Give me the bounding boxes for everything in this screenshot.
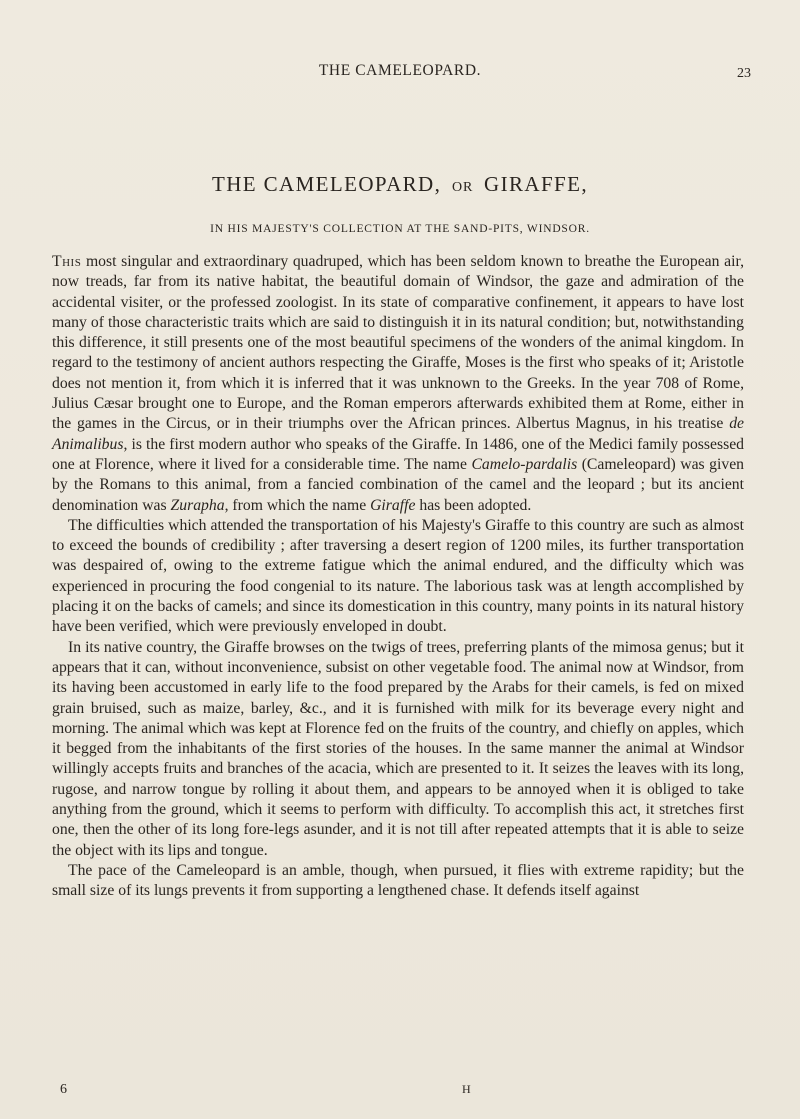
- title-or: OR: [451, 180, 474, 195]
- paragraph-4: The pace of the Cameleopard is an amble, though, when pursued, it flies with extreme rapidity; but the small size of its lungs prevents it from supporting a lengthened chase. It defends itself against: [52, 861, 744, 900]
- italic-de-animalibus: de Animalibus: [52, 415, 744, 453]
- italic-zurapha: Zurapha: [170, 496, 225, 514]
- title-alt: GIRAFFE,: [484, 172, 589, 196]
- paragraph-1-lead: This: [52, 253, 82, 270]
- italic-camelo-pardalis: Camelo-pardalis: [471, 455, 578, 473]
- running-head: THE CAMELEOPARD.: [318, 62, 482, 79]
- page-title: [0, 172, 800, 197]
- paragraph-1-text-5: has been adopted.: [415, 496, 532, 514]
- paragraph-1-text-2: , is the first modern author who speaks of the Giraffe. In 1486, one of the Medici family possessed one at Florence, where it lived for a considerable time. The name: [52, 435, 744, 473]
- signature-number: 6: [60, 1082, 67, 1097]
- italic-giraffe: Giraffe: [370, 496, 416, 514]
- paragraph-2: The difficulties which attended the transportation of his Majesty's Giraffe to this country are such as almost to exceed the bounds of credibility ; after traversing a desert region of 1200 miles, its further transportation was despaired of, owing to the extreme fatigue which the animal endured, and the difficulty which was experienced in procuring the food congenial to its nature. The laborious task was at length accomplished by placing it on the backs of camels; and since its domestication in this country, many points in its natural history have been verified, which were previously enveloped in doubt.: [52, 516, 744, 636]
- body-text: [52, 252, 744, 902]
- paragraph-3: In its native country, the Giraffe browses on the twigs of trees, preferring plants of the mimosa genus; but it appears that it can, without inconvenience, subsist on other vegetable food. The animal now at Windsor, from its having been accustomed in early life to the food prepared by the Arabs for their camels, is fed on mixed grain bruised, such as maize, barley, &c., and it is furnished with milk for its beverage every night and morning. The animal which was kept at Florence fed on the fruits of the country, and chiefly on apples, which it begged from the inhabitants of the first stories of the houses. In the same manner the animal at Windsor willingly accepts fruits and branches of the acacia, which are presented to it. It seizes the leaves with its long, rugose, and narrow tongue by rolling it about them, and appears to be annoyed when it is obliged to take anything from the ground, which it seems to perform with difficulty. To accomplish this act, it stretches first one, then the other of its long fore-legs asunder, and it is not till after repeated attempts that it is able to seize the object with its lips and tongue.: [52, 638, 744, 859]
- paragraph-1-text-3: (Cameleopard) was given by the Romans to this animal, from a fancied combination of the camel and the leopard ; but its ancient denomination was: [52, 455, 744, 514]
- signature-letter: H: [462, 1082, 471, 1096]
- title-main: THE CAMELEOPARD,: [211, 172, 442, 196]
- paragraph-1-text-4: , from which the name: [224, 496, 371, 514]
- paragraph-1-text: most singular and extraordinary quadruped, which has been seldom known to breathe the European air, now treads, far from its native habitat, the beautiful domain of Windsor, the gaze and admiration of the accidental visiter, or the professed zoologist. In its state of comparative confinement, it appears to have lost many of those characteristic traits which are said to distinguish it in its natural condition; but, notwithstanding this difference, it still presents one of the most beautiful specimens of the wonders of the animal kingdom. In regard to the testimony of ancient authors respecting the Giraffe, Moses is the first who speaks of it; Aristotle does not mention it, from which it is inferred that it was unknown to the Greeks. In the year 708 of Rome, Julius Cæsar brought one to Europe, and the Roman emperors afterwards exhibited them at Rome, either in the games in the Circus, or in their triumphs over the African princes. Albertus Magnus, in his treatise: [52, 253, 744, 433]
- page-subtitle: IN HIS MAJESTY'S COLLECTION AT THE SAND-PITS, WINDSOR.: [210, 223, 590, 235]
- page-number: 23: [737, 66, 751, 81]
- paragraph-1: [52, 252, 744, 516]
